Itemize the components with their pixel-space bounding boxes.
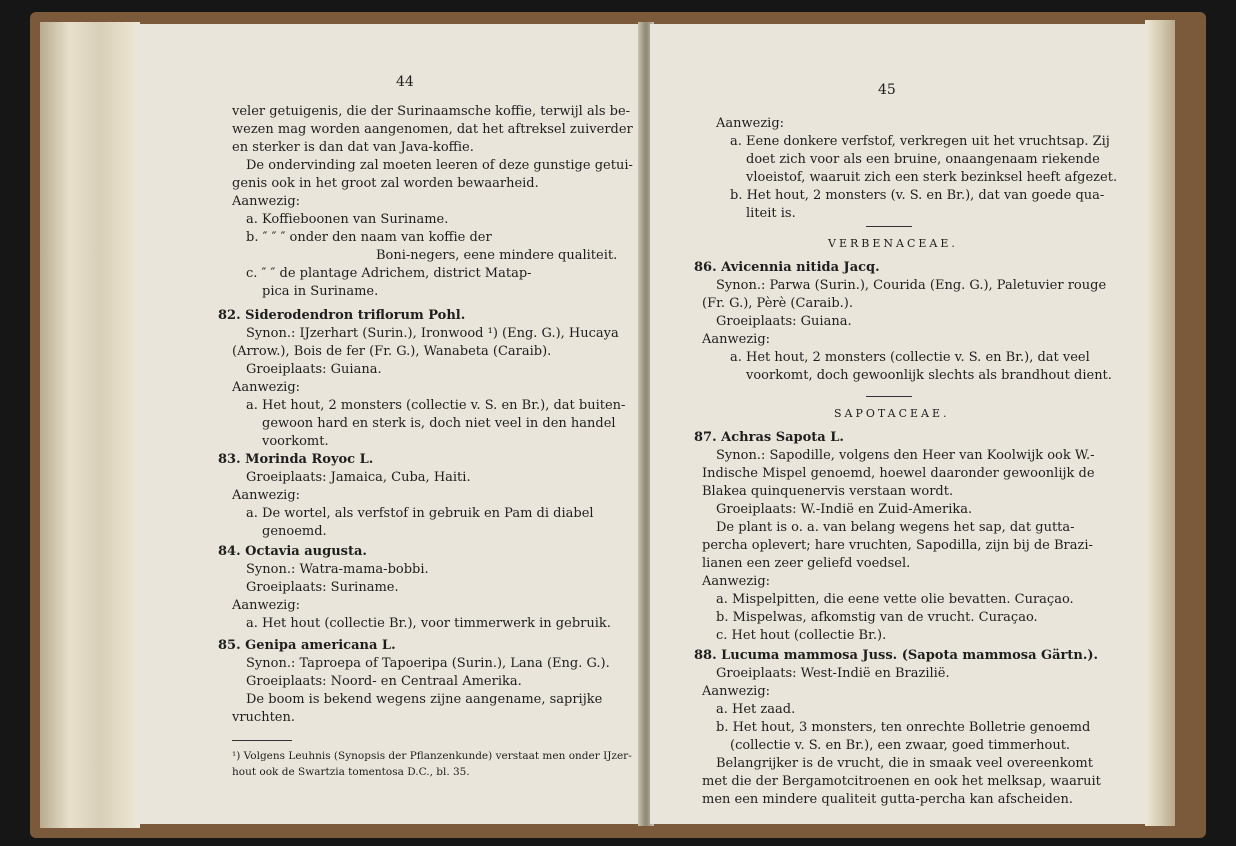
- text-line: Boni-negers, eene mindere qualiteit.: [376, 248, 618, 263]
- text-line: De boom is bekend wegens zijne aangename, saprijke: [246, 692, 603, 707]
- text-line: Synon.: Taproepa of Tapoeripa (Surin.), Lana (Eng. G.).: [246, 656, 610, 671]
- text-line: Aanwezig:: [702, 684, 771, 699]
- section-rule: [866, 396, 912, 397]
- text-line: liteit is.: [746, 206, 796, 221]
- text-line: en sterker is dan dat van Java-koffie.: [232, 140, 474, 155]
- text-line: Groeiplaats: Guiana.: [716, 314, 852, 329]
- text-line: Aanwezig:: [702, 332, 771, 347]
- text-line: Aanwezig:: [716, 116, 785, 131]
- footnote-rule: [232, 740, 292, 741]
- family-heading: VERBENACEAE.: [828, 237, 958, 250]
- text-line: Synon.: Watra-mama-bobbi.: [246, 562, 429, 577]
- text-line: b. Mispelwas, afkomstig van de vrucht. Curaçao.: [716, 610, 1038, 625]
- text-line: doet zich voor als een bruine, onaangenaam riekende: [746, 152, 1100, 167]
- text-line: a. Het hout, 2 monsters (collectie v. S. en Br.), dat buiten-: [246, 398, 626, 413]
- text-line: Synon.: IJzerhart (Surin.), Ironwood ¹) (Eng. G.), Hucaya: [246, 326, 619, 341]
- text-line: wezen mag worden aangenomen, dat het aftreksel zuiverder: [232, 122, 633, 137]
- text-line: genis ook in het groot zal worden bewaarheid.: [232, 176, 539, 191]
- text-line: Aanwezig:: [232, 598, 301, 613]
- text-line: Groeiplaats: Noord- en Centraal Amerika.: [246, 674, 522, 689]
- text-line: b. ″ ″ ″ onder den naam van koffie der: [246, 230, 492, 245]
- left-page: [136, 24, 642, 824]
- text-line: (collectie v. S. en Br.), een zwaar, goed timmerhout.: [730, 738, 1071, 753]
- text-line: Aanwezig:: [232, 380, 301, 395]
- text-line: b. Het hout, 3 monsters, ten onrechte Bolletrie genoemd: [716, 720, 1091, 735]
- page-block-left: [40, 22, 140, 828]
- text-line: De ondervinding zal moeten leeren of deze gunstige getui-: [246, 158, 633, 173]
- page-number: 45: [878, 82, 896, 98]
- text-line: a. Het hout, 2 monsters (collectie v. S. en Br.), dat veel: [730, 350, 1090, 365]
- entry-heading: 85. Genipa americana L.: [218, 638, 396, 653]
- text-line: genoemd.: [262, 524, 327, 539]
- entry-heading: 88. Lucuma mammosa Juss. (Sapota mammosa Gärtn.).: [694, 648, 1099, 663]
- entry-heading: 83. Morinda Royoc L.: [218, 452, 374, 467]
- text-line: Synon.: Sapodille, volgens den Heer van Koolwijk ook W.-: [716, 448, 1095, 463]
- text-line: gewoon hard en sterk is, doch niet veel in den handel: [262, 416, 616, 431]
- text-line: Indische Mispel genoemd, hoewel daaronder gewoonlijk de: [702, 466, 1095, 481]
- page-number: 44: [396, 74, 414, 90]
- text-line: a. Het hout (collectie Br.), voor timmerwerk in gebruik.: [246, 616, 611, 631]
- text-line: percha oplevert; hare vruchten, Sapodilla, zijn bij de Brazi-: [702, 538, 1093, 553]
- text-line: pica in Suriname.: [262, 284, 379, 299]
- text-line: Groeiplaats: Suriname.: [246, 580, 399, 595]
- entry-heading: 86. Avicennia nitida Jacq.: [694, 260, 880, 275]
- text-line: Aanwezig:: [232, 488, 301, 503]
- text-line: De plant is o. a. van belang wegens het sap, dat gutta-: [716, 520, 1075, 535]
- text-line: c. ″ ″ de plantage Adrichem, district Matap-: [246, 266, 532, 281]
- text-line: a. Eene donkere verfstof, verkregen uit het vruchtsap. Zij: [730, 134, 1110, 149]
- footnote-line: ¹) Volgens Leuhnis (Synopsis der Pflanzenkunde) verstaat men onder IJzer-: [232, 750, 632, 762]
- text-line: lianen een zeer geliefd voedsel.: [702, 556, 911, 571]
- entry-heading: 82. Siderodendron triflorum Pohl.: [218, 308, 466, 323]
- text-line: b. Het hout, 2 monsters (v. S. en Br.), dat van goede qua-: [730, 188, 1105, 203]
- text-line: vruchten.: [232, 710, 296, 725]
- text-line: Groeiplaats: W.-Indië en Zuid-Amerika.: [716, 502, 973, 517]
- text-line: Synon.: Parwa (Surin.), Courida (Eng. G.), Paletuvier rouge: [716, 278, 1107, 293]
- text-line: a. De wortel, als verfstof in gebruik en Pam di diabel: [246, 506, 594, 521]
- text-line: Aanwezig:: [232, 194, 301, 209]
- text-line: veler getuigenis, die der Surinaamsche koffie, terwijl als be-: [232, 104, 631, 119]
- text-line: vloeistof, waaruit zich een sterk bezinksel heeft afgezet.: [746, 170, 1118, 185]
- text-line: Aanwezig:: [702, 574, 771, 589]
- text-line: c. Het hout (collectie Br.).: [716, 628, 887, 643]
- page-block-right: [1145, 20, 1175, 826]
- text-line: voorkomt, doch gewoonlijk slechts als brandhout dient.: [746, 368, 1112, 383]
- text-line: met die der Bergamotcitroenen en ook het melksap, waaruit: [702, 774, 1101, 789]
- footnote-line: hout ook de Swartzia tomentosa D.C., bl. 35.: [232, 766, 470, 778]
- right-page: [650, 24, 1146, 824]
- text-line: Blakea quinquenervis verstaan wordt.: [702, 484, 954, 499]
- text-line: Groeiplaats: Guiana.: [246, 362, 382, 377]
- text-line: a. Het zaad.: [716, 702, 796, 717]
- text-line: (Fr. G.), Pèrè (Caraib.).: [702, 296, 853, 311]
- family-heading: SAPOTACEAE.: [834, 407, 950, 420]
- text-line: Groeiplaats: Jamaica, Cuba, Haiti.: [246, 470, 471, 485]
- text-line: a. Koffieboonen van Suriname.: [246, 212, 449, 227]
- text-line: (Arrow.), Bois de fer (Fr. G.), Wanabeta (Caraib).: [232, 344, 552, 359]
- text-line: men een mindere qualiteit gutta-percha kan afscheiden.: [702, 792, 1073, 807]
- text-line: a. Mispelpitten, die eene vette olie bevatten. Curaçao.: [716, 592, 1074, 607]
- entry-heading: 87. Achras Sapota L.: [694, 430, 844, 445]
- text-line: Belangrijker is de vrucht, die in smaak veel overeenkomt: [716, 756, 1093, 771]
- section-rule: [866, 226, 912, 227]
- entry-heading: 84. Octavia augusta.: [218, 544, 367, 559]
- text-line: Groeiplaats: West-Indië en Brazilië.: [716, 666, 950, 681]
- text-line: voorkomt.: [262, 434, 329, 449]
